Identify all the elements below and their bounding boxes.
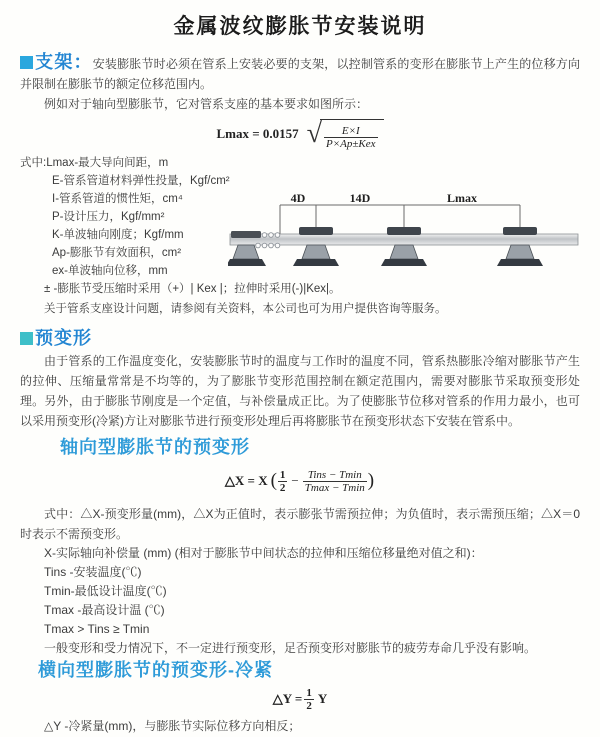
fraction-denominator: 2	[279, 481, 286, 494]
axial-subheading: 轴向型膨胀节的预变形	[60, 437, 250, 457]
fraction-numerator: Tins − Tmin	[307, 468, 362, 481]
definition-line: I-管系管道的惯性矩，cm⁴	[52, 193, 183, 205]
definition-line-pm: ± -膨胀节受压缩时采用（+）| Kex |；拉伸时采用(-)|Kex|。	[44, 283, 341, 295]
pipe-support-diagram	[228, 192, 580, 288]
fraction-numerator: 1	[279, 468, 286, 481]
transverse-subheading: 横向型膨胀节的预变形-冷紧	[38, 660, 273, 680]
support-intro-text: 安装膨胀节时必须在管系上安装必要的支架，以控制管系的变形在膨胀节上产生的位移方向并限制在膨胀节的额定位移范围内。	[20, 57, 580, 91]
definition-line: 式中:Lmax-最大导向间距，m	[20, 157, 169, 169]
guide-support	[381, 227, 427, 266]
half-fraction	[278, 469, 288, 494]
axial-def-line: Tmax > Tins ≥ Tmin	[44, 622, 150, 636]
axial-def-line: Tmax -最高设计温 (℃)	[44, 603, 165, 617]
transverse-note: △Y -冷紧量(mm)，与膨胀节实际位移方向相反；	[44, 719, 301, 733]
definition-line: ex-单波轴向位移，mm	[52, 265, 168, 277]
lmax-formula-lhs: Lmax = 0.0157	[216, 126, 299, 141]
section-bullet-icon	[20, 56, 33, 69]
axial-explanation: 式中：△X-预变形量(mm)，△X为正值时，表示膨张节需预拉伸；为负值时，表示需预压缩；△X＝0时表示不需预变形。	[20, 507, 580, 541]
transverse-formula-lhs: △Y =	[272, 691, 303, 706]
pipe	[230, 234, 578, 245]
lmax-fraction	[324, 125, 378, 150]
dim-label-lmax: Lmax	[447, 192, 477, 205]
open-paren: (	[270, 470, 277, 491]
guide-support	[293, 227, 339, 266]
axial-formula-lhs: △X = X	[224, 473, 268, 488]
axial-def-line: X-实际轴向补偿量 (mm) (相对于膨胀节中间状态的拉伸和压缩位移量绝对值之和)：	[44, 546, 483, 560]
support-consult-line: 关于管系支座设计问题，请参阅有关资料，本公司也可为用户提供咨询等服务。	[44, 302, 447, 315]
predeform-section-header	[20, 327, 580, 351]
radical-sign: √	[306, 118, 323, 149]
support-example-line: 例如对于轴向型膨胀节，它对管系支座的基本要求如图所示：	[44, 97, 369, 111]
axial-def-line: Tins -安装温度(℃)	[44, 565, 142, 579]
predeform-paragraph: 由于管系的工作温度变化，安装膨胀节时的温度与工作时的温度不同，管系热膨胀冷缩对膨胀节产生的拉伸、压缩量常常是不均等的，为了膨胀节变形范围控制在额定范围内，需要对膨胀节采取预变形处理。另外，由于膨胀节刚度是一个定值，与补偿量成正比。为了使膨胀节位移对管系的作用力最小，也可以采用预变形(冷紧)方让对膨胀节进行预变形处理后再将膨胀节在预变形状态下安装在管系中。	[20, 354, 580, 428]
temperature-fraction	[303, 469, 367, 494]
section-bullet-icon	[20, 332, 33, 345]
half-fraction	[304, 687, 314, 712]
axial-def-line: 一般变形和受力情况下，不一定进行预变形，足否预变形对膨胀节的疲劳寿命几乎没有影响。	[44, 641, 537, 655]
definition-line: K-单波轴向刚度；Kgf/mm	[52, 229, 184, 241]
axial-def-line: Tmin-最低设计温度(℃)	[44, 584, 167, 598]
fraction-denominator: Tmax − Tmin	[304, 481, 365, 494]
dim-label-14d: 14D	[349, 192, 371, 205]
lmax-formula	[20, 119, 580, 149]
lmax-fraction-numerator: E×I	[341, 124, 360, 137]
dim-label-4d: 4D	[290, 192, 306, 205]
support-section-intro	[20, 52, 580, 94]
minus-sign: −	[291, 473, 299, 488]
definition-line: P-设计压力，Kgf/mm²	[52, 211, 165, 223]
page-title: 金属波纹膨胀节安装说明	[173, 15, 427, 38]
guide-support	[497, 227, 543, 266]
predeform-section-title: 预变形	[35, 328, 92, 348]
definition-line: E-管系管道材料弹性投量，Kgf/cm²	[52, 175, 230, 187]
fraction-numerator: 1	[306, 686, 312, 699]
anchor-support	[228, 231, 266, 266]
support-section-title: 支架：	[35, 52, 93, 72]
lmax-fraction-denominator: P×Ap±Kex	[326, 137, 376, 150]
document-content	[0, 52, 600, 736]
axial-formula	[20, 464, 580, 498]
definition-line: Ap-膨胀节有效面积，cm²	[52, 247, 182, 259]
radical-content	[320, 119, 384, 150]
close-paren: )	[367, 470, 375, 491]
fraction-denominator: 2	[306, 699, 312, 712]
definitions-and-diagram	[20, 154, 580, 280]
transverse-formula	[20, 684, 580, 714]
transverse-formula-rhs: Y	[317, 691, 328, 706]
axial-definitions	[20, 544, 580, 658]
